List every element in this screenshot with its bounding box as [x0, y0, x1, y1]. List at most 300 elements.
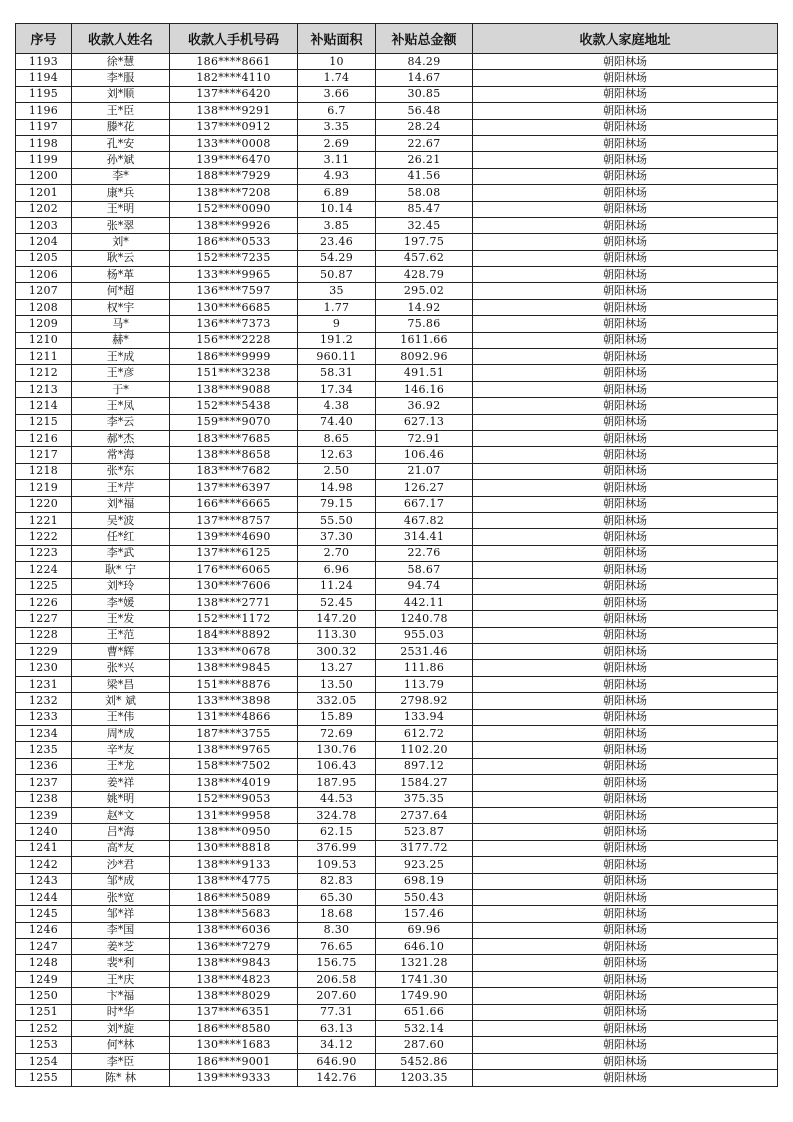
serial-cell: 1195 [16, 86, 72, 102]
area-cell: 15.89 [298, 709, 376, 725]
payee-name-cell: 沙*君 [72, 857, 170, 873]
amount-cell: 157.46 [376, 906, 473, 922]
table-row [16, 1053, 778, 1069]
col-header-payee-name: 收款人姓名 [72, 24, 170, 54]
serial-cell: 1205 [16, 250, 72, 266]
address-cell: 朝阳林场 [473, 414, 778, 430]
area-cell: 76.65 [298, 939, 376, 955]
payee-name-cell: 姜*祥 [72, 775, 170, 791]
phone-cell: 133****0678 [170, 644, 298, 660]
area-cell: 1.77 [298, 299, 376, 315]
table-row [16, 529, 778, 545]
payee-name-cell: 马* [72, 316, 170, 332]
table-row [16, 840, 778, 856]
amount-cell: 1749.90 [376, 988, 473, 1004]
payee-name-cell: 王*庆 [72, 971, 170, 987]
payee-name-cell: 刘* 斌 [72, 693, 170, 709]
amount-cell: 897.12 [376, 758, 473, 774]
payee-name-cell: 孔*安 [72, 135, 170, 151]
area-cell: 960.11 [298, 349, 376, 365]
payee-name-cell: 刘*玲 [72, 578, 170, 594]
serial-cell: 1201 [16, 185, 72, 201]
payee-name-cell: 刘*福 [72, 496, 170, 512]
serial-cell: 1247 [16, 939, 72, 955]
payee-name-cell: 裴*利 [72, 955, 170, 971]
serial-cell: 1225 [16, 578, 72, 594]
amount-cell: 133.94 [376, 709, 473, 725]
amount-cell: 58.08 [376, 185, 473, 201]
table-row [16, 414, 778, 430]
phone-cell: 138****9843 [170, 955, 298, 971]
table-row [16, 873, 778, 889]
area-cell: 187.95 [298, 775, 376, 791]
col-header-serial: 序号 [16, 24, 72, 54]
address-cell: 朝阳林场 [473, 430, 778, 446]
address-cell: 朝阳林场 [473, 1053, 778, 1069]
address-cell: 朝阳林场 [473, 758, 778, 774]
address-cell: 朝阳林场 [473, 234, 778, 250]
phone-cell: 138****9765 [170, 742, 298, 758]
payee-name-cell: 刘* [72, 234, 170, 250]
table-row [16, 299, 778, 315]
payee-name-cell: 王*明 [72, 201, 170, 217]
area-cell: 79.15 [298, 496, 376, 512]
phone-cell: 133****0008 [170, 135, 298, 151]
address-cell: 朝阳林场 [473, 283, 778, 299]
serial-cell: 1223 [16, 545, 72, 561]
address-cell: 朝阳林场 [473, 250, 778, 266]
area-cell: 6.96 [298, 562, 376, 578]
area-cell: 82.83 [298, 873, 376, 889]
serial-cell: 1214 [16, 398, 72, 414]
amount-cell: 36.92 [376, 398, 473, 414]
amount-cell: 442.11 [376, 594, 473, 610]
phone-cell: 138****4019 [170, 775, 298, 791]
phone-cell: 138****8658 [170, 447, 298, 463]
payee-name-cell: 邹*祥 [72, 906, 170, 922]
table-row [16, 1004, 778, 1020]
serial-cell: 1236 [16, 758, 72, 774]
serial-cell: 1253 [16, 1037, 72, 1053]
table-row [16, 119, 778, 135]
phone-cell: 184****8892 [170, 627, 298, 643]
amount-cell: 28.24 [376, 119, 473, 135]
payee-name-cell: 张*东 [72, 463, 170, 479]
amount-cell: 1240.78 [376, 611, 473, 627]
table-row [16, 742, 778, 758]
address-cell: 朝阳林场 [473, 627, 778, 643]
area-cell: 13.50 [298, 676, 376, 692]
serial-cell: 1210 [16, 332, 72, 348]
serial-cell: 1198 [16, 135, 72, 151]
amount-cell: 287.60 [376, 1037, 473, 1053]
payee-name-cell: 王*成 [72, 349, 170, 365]
serial-cell: 1251 [16, 1004, 72, 1020]
address-cell: 朝阳林场 [473, 119, 778, 135]
payee-name-cell: 耿* 宁 [72, 562, 170, 578]
address-cell: 朝阳林场 [473, 135, 778, 151]
phone-cell: 183****7685 [170, 430, 298, 446]
serial-cell: 1238 [16, 791, 72, 807]
payee-name-cell: 张*宽 [72, 889, 170, 905]
address-cell: 朝阳林场 [473, 791, 778, 807]
col-header-amount: 补贴总金额 [376, 24, 473, 54]
table-row [16, 922, 778, 938]
address-cell: 朝阳林场 [473, 955, 778, 971]
payee-name-cell: 李*云 [72, 414, 170, 430]
serial-cell: 1207 [16, 283, 72, 299]
serial-cell: 1215 [16, 414, 72, 430]
payee-name-cell: 邹*成 [72, 873, 170, 889]
table-row [16, 70, 778, 86]
serial-cell: 1226 [16, 594, 72, 610]
address-cell: 朝阳林场 [473, 594, 778, 610]
area-cell: 77.31 [298, 1004, 376, 1020]
area-cell: 54.29 [298, 250, 376, 266]
phone-cell: 138****9926 [170, 217, 298, 233]
phone-cell: 151****8876 [170, 676, 298, 692]
serial-cell: 1234 [16, 726, 72, 742]
amount-cell: 3177.72 [376, 840, 473, 856]
amount-cell: 532.14 [376, 1021, 473, 1037]
area-cell: 10.14 [298, 201, 376, 217]
payee-name-cell: 孙*斌 [72, 152, 170, 168]
serial-cell: 1211 [16, 349, 72, 365]
amount-cell: 94.74 [376, 578, 473, 594]
serial-cell: 1230 [16, 660, 72, 676]
payee-name-cell: 任*红 [72, 529, 170, 545]
table-row [16, 185, 778, 201]
area-cell: 8.30 [298, 922, 376, 938]
phone-cell: 138****4775 [170, 873, 298, 889]
phone-cell: 138****7208 [170, 185, 298, 201]
address-cell: 朝阳林场 [473, 316, 778, 332]
payee-name-cell: 王*臣 [72, 103, 170, 119]
phone-cell: 138****2771 [170, 594, 298, 610]
serial-cell: 1194 [16, 70, 72, 86]
serial-cell: 1243 [16, 873, 72, 889]
area-cell: 4.38 [298, 398, 376, 414]
amount-cell: 8092.96 [376, 349, 473, 365]
payee-name-cell: 郝*杰 [72, 430, 170, 446]
serial-cell: 1242 [16, 857, 72, 873]
address-cell: 朝阳林场 [473, 152, 778, 168]
phone-cell: 138****9133 [170, 857, 298, 873]
address-cell: 朝阳林场 [473, 1021, 778, 1037]
amount-cell: 550.43 [376, 889, 473, 905]
table-row [16, 562, 778, 578]
table-row [16, 857, 778, 873]
payee-name-cell: 赵*文 [72, 807, 170, 823]
serial-cell: 1193 [16, 54, 72, 70]
table-row [16, 168, 778, 184]
serial-cell: 1241 [16, 840, 72, 856]
table-row [16, 398, 778, 414]
serial-cell: 1252 [16, 1021, 72, 1037]
phone-cell: 159****9070 [170, 414, 298, 430]
address-cell: 朝阳林场 [473, 971, 778, 987]
area-cell: 191.2 [298, 332, 376, 348]
payee-name-cell: 王*伟 [72, 709, 170, 725]
serial-cell: 1203 [16, 217, 72, 233]
area-cell: 55.50 [298, 512, 376, 528]
area-cell: 58.31 [298, 365, 376, 381]
area-cell: 156.75 [298, 955, 376, 971]
address-cell: 朝阳林场 [473, 873, 778, 889]
area-cell: 2.69 [298, 135, 376, 151]
amount-cell: 667.17 [376, 496, 473, 512]
phone-cell: 187****3755 [170, 726, 298, 742]
address-cell: 朝阳林场 [473, 365, 778, 381]
col-header-area: 补贴面积 [298, 24, 376, 54]
amount-cell: 523.87 [376, 824, 473, 840]
subsidy-table [15, 23, 778, 1087]
payee-name-cell: 康*兵 [72, 185, 170, 201]
serial-cell: 1219 [16, 480, 72, 496]
phone-cell: 130****7606 [170, 578, 298, 594]
phone-cell: 131****4866 [170, 709, 298, 725]
area-cell: 130.76 [298, 742, 376, 758]
table-row [16, 775, 778, 791]
serial-cell: 1208 [16, 299, 72, 315]
address-cell: 朝阳林场 [473, 299, 778, 315]
serial-cell: 1200 [16, 168, 72, 184]
phone-cell: 186****0533 [170, 234, 298, 250]
payee-name-cell: 刘*旋 [72, 1021, 170, 1037]
payee-name-cell: 李* [72, 168, 170, 184]
address-cell: 朝阳林场 [473, 611, 778, 627]
table-row [16, 463, 778, 479]
amount-cell: 295.02 [376, 283, 473, 299]
address-cell: 朝阳林场 [473, 529, 778, 545]
payee-name-cell: 耿*云 [72, 250, 170, 266]
address-cell: 朝阳林场 [473, 988, 778, 1004]
payee-name-cell: 王*发 [72, 611, 170, 627]
area-cell: 14.98 [298, 480, 376, 496]
serial-cell: 1212 [16, 365, 72, 381]
area-cell: 50.87 [298, 267, 376, 283]
address-cell: 朝阳林场 [473, 562, 778, 578]
area-cell: 37.30 [298, 529, 376, 545]
address-cell: 朝阳林场 [473, 70, 778, 86]
address-cell: 朝阳林场 [473, 922, 778, 938]
serial-cell: 1217 [16, 447, 72, 463]
area-cell: 62.15 [298, 824, 376, 840]
area-cell: 11.24 [298, 578, 376, 594]
table-row [16, 267, 778, 283]
table-row [16, 955, 778, 971]
amount-cell: 32.45 [376, 217, 473, 233]
address-cell: 朝阳林场 [473, 693, 778, 709]
serial-cell: 1240 [16, 824, 72, 840]
serial-cell: 1227 [16, 611, 72, 627]
amount-cell: 197.75 [376, 234, 473, 250]
amount-cell: 58.67 [376, 562, 473, 578]
area-cell: 13.27 [298, 660, 376, 676]
table-row [16, 1021, 778, 1037]
phone-cell: 186****9001 [170, 1053, 298, 1069]
payee-name-cell: 王*范 [72, 627, 170, 643]
table-row [16, 693, 778, 709]
payee-name-cell: 于* [72, 381, 170, 397]
amount-cell: 955.03 [376, 627, 473, 643]
phone-cell: 138****9291 [170, 103, 298, 119]
col-header-phone: 收款人手机号码 [170, 24, 298, 54]
phone-cell: 138****9845 [170, 660, 298, 676]
phone-cell: 139****6470 [170, 152, 298, 168]
table-row [16, 644, 778, 660]
phone-cell: 186****8661 [170, 54, 298, 70]
phone-cell: 186****8580 [170, 1021, 298, 1037]
amount-cell: 1611.66 [376, 332, 473, 348]
table-row [16, 611, 778, 627]
amount-cell: 14.92 [376, 299, 473, 315]
table-row [16, 939, 778, 955]
amount-cell: 146.16 [376, 381, 473, 397]
phone-cell: 138****6036 [170, 922, 298, 938]
payee-name-cell: 徐*慧 [72, 54, 170, 70]
amount-cell: 923.25 [376, 857, 473, 873]
address-cell: 朝阳林场 [473, 447, 778, 463]
payee-name-cell: 李*媛 [72, 594, 170, 610]
phone-cell: 133****9965 [170, 267, 298, 283]
serial-cell: 1248 [16, 955, 72, 971]
table-row [16, 86, 778, 102]
amount-cell: 113.79 [376, 676, 473, 692]
address-cell: 朝阳林场 [473, 349, 778, 365]
serial-cell: 1255 [16, 1070, 72, 1086]
payee-name-cell: 杨*革 [72, 267, 170, 283]
phone-cell: 138****8029 [170, 988, 298, 1004]
serial-cell: 1233 [16, 709, 72, 725]
payee-name-cell: 何*林 [72, 1037, 170, 1053]
amount-cell: 698.19 [376, 873, 473, 889]
payee-name-cell: 刘*顺 [72, 86, 170, 102]
payee-name-cell: 王*芹 [72, 480, 170, 496]
table-row [16, 250, 778, 266]
table-row [16, 545, 778, 561]
table-row [16, 758, 778, 774]
address-cell: 朝阳林场 [473, 185, 778, 201]
amount-cell: 85.47 [376, 201, 473, 217]
phone-cell: 133****3898 [170, 693, 298, 709]
phone-cell: 138****4823 [170, 971, 298, 987]
address-cell: 朝阳林场 [473, 201, 778, 217]
payee-name-cell: 李*国 [72, 922, 170, 938]
area-cell: 18.68 [298, 906, 376, 922]
phone-cell: 186****9999 [170, 349, 298, 365]
serial-cell: 1232 [16, 693, 72, 709]
amount-cell: 491.51 [376, 365, 473, 381]
payee-name-cell: 曹*辉 [72, 644, 170, 660]
amount-cell: 84.29 [376, 54, 473, 70]
phone-cell: 136****7279 [170, 939, 298, 955]
amount-cell: 75.86 [376, 316, 473, 332]
table-row [16, 1037, 778, 1053]
payee-name-cell: 李*武 [72, 545, 170, 561]
header-row [16, 24, 778, 54]
phone-cell: 182****4110 [170, 70, 298, 86]
table-row [16, 217, 778, 233]
amount-cell: 26.21 [376, 152, 473, 168]
address-cell: 朝阳林场 [473, 840, 778, 856]
serial-cell: 1209 [16, 316, 72, 332]
address-cell: 朝阳林场 [473, 660, 778, 676]
phone-cell: 137****8757 [170, 512, 298, 528]
address-cell: 朝阳林场 [473, 267, 778, 283]
payee-name-cell: 周*成 [72, 726, 170, 742]
table-row [16, 512, 778, 528]
serial-cell: 1222 [16, 529, 72, 545]
payee-name-cell: 李*服 [72, 70, 170, 86]
serial-cell: 1221 [16, 512, 72, 528]
serial-cell: 1239 [16, 807, 72, 823]
table-row [16, 676, 778, 692]
phone-cell: 151****3238 [170, 365, 298, 381]
area-cell: 300.32 [298, 644, 376, 660]
table-row [16, 283, 778, 299]
area-cell: 63.13 [298, 1021, 376, 1037]
area-cell: 3.35 [298, 119, 376, 135]
area-cell: 147.20 [298, 611, 376, 627]
amount-cell: 21.07 [376, 463, 473, 479]
phone-cell: 136****7373 [170, 316, 298, 332]
address-cell: 朝阳林场 [473, 939, 778, 955]
amount-cell: 1102.20 [376, 742, 473, 758]
payee-name-cell: 滕*花 [72, 119, 170, 135]
amount-cell: 627.13 [376, 414, 473, 430]
table-row [16, 824, 778, 840]
table-row [16, 660, 778, 676]
area-cell: 2.70 [298, 545, 376, 561]
payee-name-cell: 高*友 [72, 840, 170, 856]
table-row [16, 988, 778, 1004]
table-row [16, 152, 778, 168]
phone-cell: 137****6125 [170, 545, 298, 561]
payee-name-cell: 赫* [72, 332, 170, 348]
table-row [16, 316, 778, 332]
table-row [16, 578, 778, 594]
area-cell: 23.46 [298, 234, 376, 250]
serial-cell: 1206 [16, 267, 72, 283]
phone-cell: 152****5438 [170, 398, 298, 414]
phone-cell: 130****8818 [170, 840, 298, 856]
phone-cell: 152****7235 [170, 250, 298, 266]
area-cell: 6.7 [298, 103, 376, 119]
table-row [16, 447, 778, 463]
payee-name-cell: 辛*友 [72, 742, 170, 758]
amount-cell: 467.82 [376, 512, 473, 528]
table-row [16, 971, 778, 987]
address-cell: 朝阳林场 [473, 889, 778, 905]
serial-cell: 1202 [16, 201, 72, 217]
amount-cell: 428.79 [376, 267, 473, 283]
area-cell: 12.63 [298, 447, 376, 463]
payee-name-cell: 王*龙 [72, 758, 170, 774]
serial-cell: 1220 [16, 496, 72, 512]
phone-cell: 136****7597 [170, 283, 298, 299]
address-cell: 朝阳林场 [473, 644, 778, 660]
phone-cell: 137****0912 [170, 119, 298, 135]
area-cell: 646.90 [298, 1053, 376, 1069]
payee-name-cell: 何*超 [72, 283, 170, 299]
payee-name-cell: 李*臣 [72, 1053, 170, 1069]
address-cell: 朝阳林场 [473, 103, 778, 119]
payee-name-cell: 张*翠 [72, 217, 170, 233]
payee-name-cell: 姚*明 [72, 791, 170, 807]
phone-cell: 166****6665 [170, 496, 298, 512]
table-row [16, 201, 778, 217]
